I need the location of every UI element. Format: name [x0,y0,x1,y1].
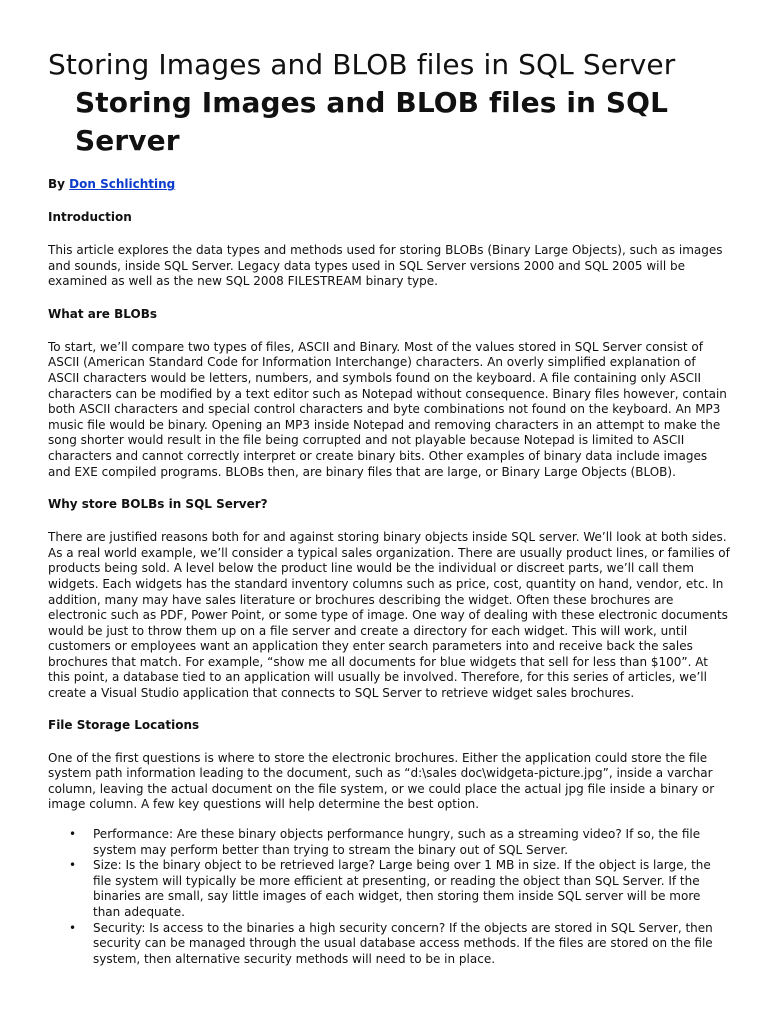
heading-file-storage: File Storage Locations [48,717,200,732]
list-item-text: Performance: Are these binary objects performance hungry, such as a streaming video? If so, the file system may perform better than trying to stream the binary out of SQL Server. [93,827,701,857]
byline-prefix: By [48,177,65,191]
heading-introduction: Introduction [48,210,132,224]
list-item-text: Security: Is access to the binaries a high security concern? If the objects are stored in SQL Server, then security can be managed through the usual database access methods. If the files are stored on the file system, then alternative security methods will need to be in place. [93,920,713,966]
paragraph-why-store: There are justified reasons both for and against storing binary objects inside SQL server. We’ll look at both sides. As a real world example, we’ll consider a typical sales organization. There are usually product lines, or families of products being sold. A level below the product line would be the individual or discreet parts, we’ll call them widgets. Each widgets has the standard inventory columns such as price, cost, quantity on hand, vendor, etc. In addition, many may have sales literature or brochures describing the widget. Often these brochures are electronic such as PDF, Power Point, or some type of image. One way of dealing with these electronic documents would be just to throw them up on a file server and create a directory for each widget. This will work, until customers or employees want an application they enter search parameters into and receive back the sales brochures that match. For example, “show me all documents for blue widgets that sell for less than $100”. At this point, a database tied to an application will usually be involved. Therefore, for this series of articles, we’ll create a Visual Studio application that connects to SQL Server to retrieve widget sales brochures. [48,530,730,701]
byline [48,177,730,192]
author-link[interactable]: Don Schlichting [69,177,176,191]
title-bold: Storing Images and BLOB files in SQL Server [75,86,669,157]
bullet-icon: • [69,827,77,842]
list-item-text: Size: Is the binary object to be retrieved large? Large being over 1 MB in size. If the object is large, the file system will typically be more efficient at presenting, or reading the object than SQL Server. If the binaries are small, say little images of each widget, then storing them inside SQL server will be more than adequate. [93,858,711,919]
bullet-icon: • [69,858,77,873]
list-item [48,921,730,968]
title-normal: Storing Images and BLOB files in SQL Server [48,48,676,81]
paragraph-what-are-blobs: To start, we’ll compare two types of files, ASCII and Binary. Most of the values stored in SQL Server consist of ASCII (American Standard Code for Information Interchange) characters. An overly simplified explanation of ASCII characters would be letters, numbers, and symbols found on the keyboard. A file containing only ASCII characters can be modified by a text editor such as Notepad without consequence. Binary files however, contain both ASCII characters and special control characters and byte combinations not found on the keyboard. An MP3 music file would be binary. Opening an MP3 inside Notepad and removing characters in an attempt to make the song shorter would result in the file being corrupted and not playable because Notepad is limited to ASCII characters and cannot correctly interpret or create binary bits. Other examples of binary data include images and EXE compiled programs. BLOBs then, are binary files that are large, or Binary Large Objects (BLOB). [48,339,727,479]
heading-what-are-blobs: What are BLOBs [48,306,157,321]
paragraph-introduction: This article explores the data types and methods used for storing BLOBs (Binary Large Objects), such as images and sounds, inside SQL Server. Legacy data types used in SQL Server versions 2000 and SQL 2005 will be examined as well as the new SQL 2008 FILESTREAM binary type. [48,243,723,289]
document-page [48,46,730,967]
list-item [48,858,730,920]
heading-why-store: Why store BOLBs in SQL Server? [48,497,268,512]
paragraph-file-storage: One of the first questions is where to store the electronic brochures. Either the application could store the file system path information leading to the document, such as “d:\sales doc\widgeta-picture.jpg”, inside a varchar column, leaving the actual document on the file system, or we could place the actual jpg file inside a binary or image column. A few key questions will help determine the best option. [48,750,715,812]
page-title [48,46,730,160]
list-item [48,827,730,858]
bullet-list [48,827,730,967]
bullet-icon: • [69,920,77,935]
